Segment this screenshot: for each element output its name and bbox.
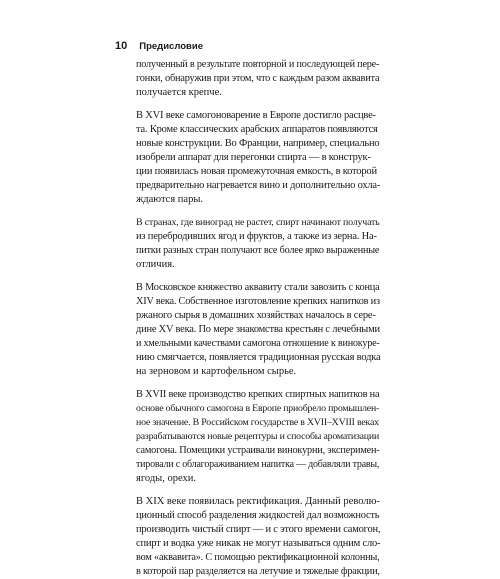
- paragraph-gap: [136, 272, 380, 281]
- section-title: Предисловие: [139, 41, 203, 52]
- text-line: нию смягчается, появляется традиционная русская водка: [136, 352, 381, 363]
- text-line: ное значение. В Российском государстве в XVII–XVIII веках: [136, 417, 379, 428]
- text-line: изобрели аппарат для перегонки спирта — в конструк-: [136, 152, 371, 163]
- paragraph: [136, 216, 380, 272]
- text-line: В странах, где виноград не растет, спирт начинают получать: [136, 217, 380, 228]
- paragraph-gap: [136, 100, 380, 109]
- text-line: на зерновом и картофельном сырье.: [136, 366, 297, 377]
- text-line: вом «аквавита». С помощью ректификационной колонны,: [136, 552, 380, 563]
- running-head: [115, 40, 203, 58]
- paragraph: [136, 109, 380, 207]
- text-line: ягоды, орехи.: [136, 473, 196, 484]
- text-line: самогона. Помещики устраивали винокурни, эксперимен-: [136, 445, 380, 456]
- text-line: из перебродивших ягод и фруктов, а также из зерна. На-: [136, 231, 377, 242]
- text-line: ционный способ разделения жидкостей дал возможность: [136, 510, 380, 521]
- text-line: дине XV века. По мере знакомства крестьян с лечебными: [136, 324, 380, 335]
- text-line: В XVI веке самогоноварение в Европе достигло расцве-: [136, 110, 376, 121]
- text-line: спирт и водка уже никак не могут называться одним сло-: [136, 538, 381, 549]
- paragraph: [136, 281, 380, 379]
- paragraph-gap: [136, 379, 380, 388]
- text-line: ции появилась новая промежуточная емкость, в которой: [136, 166, 377, 177]
- text-line: тировали с облагораживанием напитка — добавляли травы,: [136, 459, 380, 470]
- text-line: та. Кроме классических арабских аппаратов появляются: [136, 124, 378, 135]
- text-line: гонки, обнаружив при этом, что с каждым разом аквавита: [136, 73, 380, 84]
- text-line: разрабатываются новые рецептуры и способы ароматизации: [136, 431, 380, 442]
- text-line: в которой пар разделяется на летучие и тяжелые фракции,: [136, 566, 380, 577]
- paragraph: [136, 58, 380, 100]
- text-line: основе обычного самогона в Европе приобрело промышлен-: [136, 403, 380, 414]
- text-line: В XIX веке появилась ректификация. Данный револю-: [136, 496, 380, 507]
- page-number: 10: [115, 40, 128, 52]
- text-line: ржаного сырья в домашних хозяйствах началось в сере-: [136, 310, 376, 321]
- paragraph: [136, 495, 380, 579]
- text-line: ждаются пары.: [136, 194, 204, 205]
- paragraph-gap: [136, 486, 380, 495]
- text-line: питки разных стран получают все более ярко выраженные: [136, 245, 380, 256]
- text-line: получается крепче.: [136, 87, 222, 98]
- paragraph-gap: [136, 207, 380, 216]
- text-line: полученный в результате повторной и последующей пере-: [136, 59, 380, 70]
- text-line: XIV века. Собственное изготовление крепких напитков из: [136, 296, 380, 307]
- paragraph: [136, 388, 380, 486]
- text-line: предварительно нагревается вино и дополнительно охла-: [136, 180, 381, 191]
- text-line: отличия.: [136, 259, 175, 270]
- text-line: В XVII веке производство крепких спиртных напитков на: [136, 389, 380, 400]
- text-line: и хмельными качествами самогона отношение к винокуре-: [136, 338, 380, 349]
- text-line: производить чистый спирт — и с этого времени самогон,: [136, 524, 381, 535]
- text-line: В Московское княжество аквавиту стали завозить с конца: [136, 282, 380, 293]
- body-text: [136, 58, 380, 579]
- text-line: новые конструкции. Во Франции, например, специально: [136, 138, 380, 149]
